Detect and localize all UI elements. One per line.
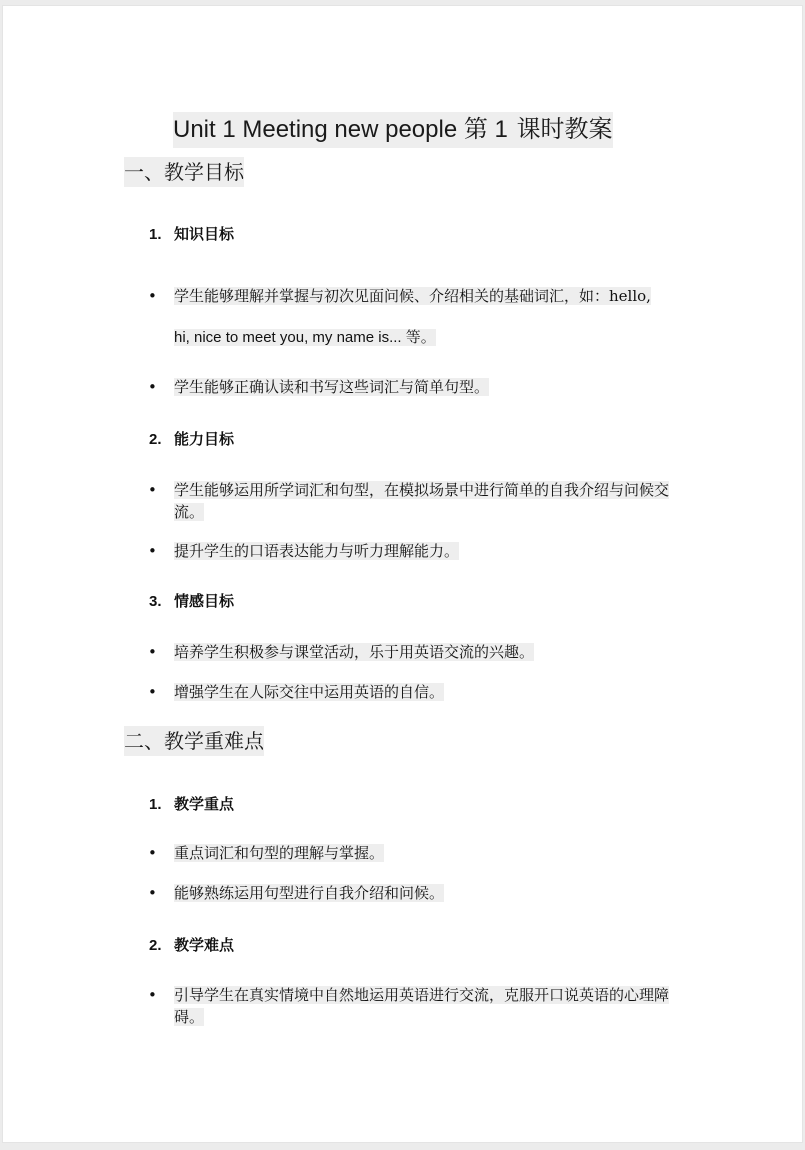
list-item-text: 学生能够运用所学词汇和句型，在模拟场景中进行简单的自我介绍与问候交流。 <box>174 481 670 521</box>
section-heading-objectives: 一、教学目标 <box>124 157 244 187</box>
subsection-number: 3. <box>149 593 162 610</box>
bullet-icon: • <box>148 884 157 902</box>
subsection-heading-difficult <box>149 934 234 957</box>
subsection-title: 教学重点 <box>174 795 235 813</box>
bullet-icon: • <box>148 643 157 661</box>
title-di: 第 <box>463 116 488 143</box>
list-item <box>148 842 688 864</box>
list-item-text: hi, nice to meet you, my name is... 等。 <box>174 329 436 346</box>
list-item-continuation <box>148 327 688 349</box>
subsection-title: 能力目标 <box>174 430 235 448</box>
page-title <box>173 112 613 148</box>
subsection-title: 情感目标 <box>174 592 235 610</box>
list-item-text: 重点词汇和句型的理解与掌握。 <box>174 844 385 862</box>
bullet-icon: • <box>148 287 157 305</box>
bullet-icon: • <box>148 542 157 560</box>
subsection-number: 2. <box>149 937 162 954</box>
subsection-heading-knowledge <box>149 223 234 246</box>
list-item <box>148 540 688 562</box>
list-item <box>148 641 688 663</box>
list-item <box>148 882 688 904</box>
list-item <box>148 376 688 398</box>
list-item-text: 提升学生的口语表达能力与听力理解能力。 <box>174 542 460 560</box>
subsection-heading-ability <box>149 428 234 451</box>
list-item-text: 学生能够理解并掌握与初次见面问候、介绍相关的基础词汇，如：hello, <box>174 287 651 305</box>
list-item <box>148 479 688 523</box>
list-item-text: 培养学生积极参与课堂活动，乐于用英语交流的兴趣。 <box>174 643 535 661</box>
subsection-title: 知识目标 <box>174 225 235 243</box>
bullet-icon: • <box>148 986 157 1004</box>
subsection-heading-emotion <box>149 590 234 613</box>
list-item-text: 引导学生在真实情境中自然地运用英语进行交流，克服开口说英语的心理障碍。 <box>174 986 670 1026</box>
list-item <box>148 984 688 1028</box>
list-item <box>148 285 688 307</box>
subsection-number: 2. <box>149 431 162 448</box>
list-item-text: 增强学生在人际交往中运用英语的自信。 <box>174 683 445 701</box>
subsection-heading-key <box>149 793 234 816</box>
list-item-text: 能够熟练运用句型进行自我介绍和问候。 <box>174 884 445 902</box>
bullet-icon: • <box>148 683 157 701</box>
title-suffix: 课时教案 <box>516 116 613 143</box>
title-main: Unit 1 Meeting new people <box>173 116 458 143</box>
bullet-icon: • <box>148 378 157 396</box>
section-heading-key-points: 二、教学重难点 <box>124 726 264 756</box>
title-lesson-number: 1 <box>494 116 510 143</box>
document-page <box>2 5 803 1143</box>
bullet-icon: • <box>148 844 157 862</box>
subsection-number: 1. <box>149 226 162 243</box>
bullet-icon: • <box>148 481 157 499</box>
subsection-number: 1. <box>149 796 162 813</box>
subsection-title: 教学难点 <box>174 936 235 954</box>
list-item <box>148 681 688 703</box>
list-item-text: 学生能够正确认读和书写这些词汇与简单句型。 <box>174 378 490 396</box>
